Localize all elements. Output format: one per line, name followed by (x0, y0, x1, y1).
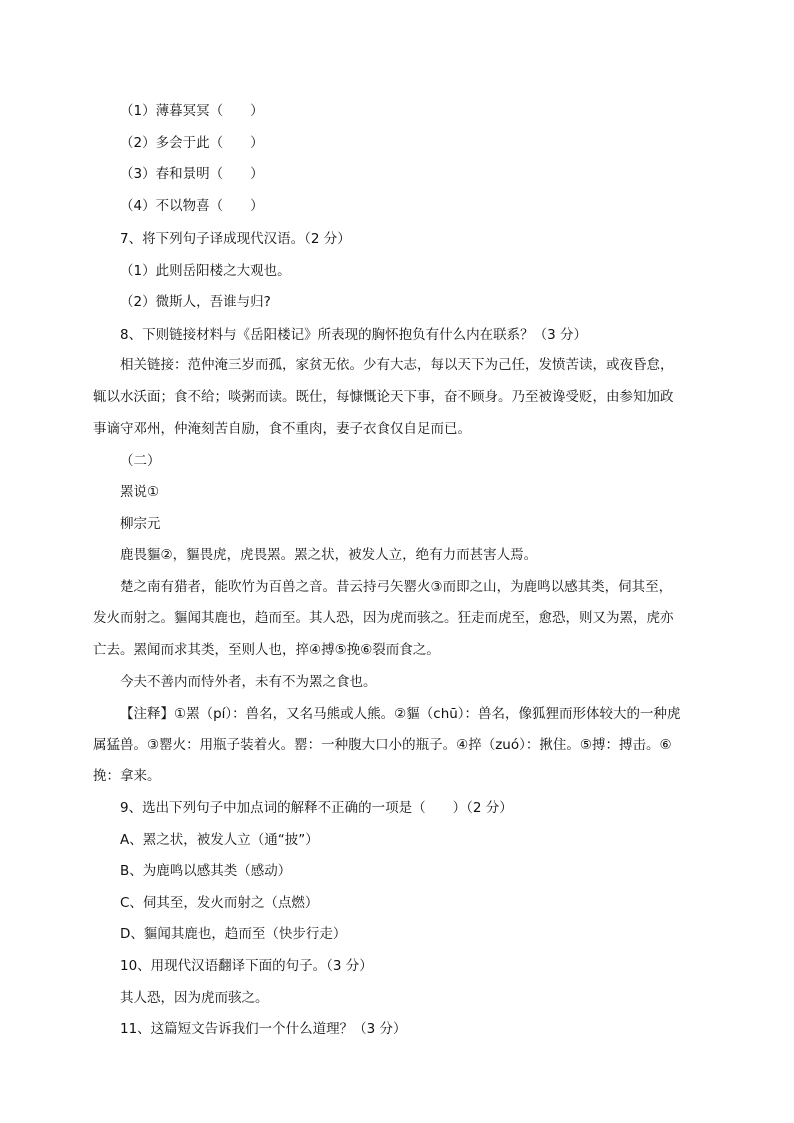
question-11: 11、这篇短文告诉我们一个什么道理？（3 分） (120, 1021, 407, 1037)
notes-line-3: 挽：拿来。 (93, 768, 161, 784)
article-paragraph-3: 今夫不善内而恃外者，未有不为罴之食也。 (120, 674, 377, 690)
answer-item-3: （3）春和景明（ ） (120, 166, 264, 182)
option-b: B、为鹿鸣以感其类（感动） (120, 863, 292, 879)
related-link-line-2: 辄以水沃面；食不给；啖粥而读。既仕，每慷慨论天下事，奋不顾身。乃至被谗受贬，由参知加政 (93, 389, 674, 405)
answer-item-4: （4）不以物喜（ ） (120, 198, 264, 214)
article-paragraph-2-line-2: 发火而射之。貙闻其鹿也，趋而至。其人恐，因为虎而骇之。狂走而虎至，愈恐，则又为罴，虎亦 (93, 610, 674, 626)
question-9: 9、选出下列句子中加点词的解释不正确的一项是（ ）（2 分） (120, 800, 513, 816)
related-link-line-1: 相关链接：范仲淹三岁而孤，家贫无依。少有大志，每以天下为己任，发愤苦读，或夜昏怠， (120, 357, 674, 373)
question-7-sentence-1: （1）此则岳阳楼之大观也。 (120, 263, 291, 279)
article-author: 柳宗元 (120, 516, 161, 532)
article-paragraph-2-line-3: 亡去。罴闻而求其类，至则人也，捽④搏⑤挽⑥裂而食之。 (93, 642, 440, 658)
notes-line-1: 【注释】①罴（pí）：兽名，又名马熊或人熊。②貙（chū）：兽名，像狐狸而形体较大的一种虎 (120, 706, 681, 722)
question-8: 8、下则链接材料与《岳阳楼记》所表现的胸怀抱负有什么内在联系？（3 分） (120, 327, 587, 343)
question-10: 10、用现代汉语翻译下面的句子。（3 分） (120, 958, 373, 974)
answer-item-2: （2）多会于此（ ） (120, 135, 264, 151)
question-7-sentence-2: （2）微斯人，吾谁与归? (120, 294, 271, 310)
section-heading: （二） (120, 453, 161, 469)
option-c: C、伺其至，发火而射之（点燃） (120, 895, 319, 911)
notes-line-2: 属猛兽。③罂火：用瓶子装着火。罂：一种腹大口小的瓶子。④捽（zuó）：揪住。⑤搏：搏击。⑥ (93, 737, 672, 753)
answer-item-1: （1）薄暮冥冥（ ） (120, 103, 264, 119)
article-title: 罴说① (120, 484, 160, 500)
option-a: A、罴之状，被发人立（通“披”） (120, 832, 319, 848)
option-d: D、貙闻其鹿也，趋而至（快步行走） (120, 926, 347, 942)
article-paragraph-2-line-1: 楚之南有猎者，能吹竹为百兽之音。昔云持弓矢罂火③而即之山，为鹿鸣以感其类，伺其至， (120, 579, 673, 595)
question-7: 7、将下列句子译成现代汉语。（2 分） (120, 231, 351, 247)
article-paragraph-1: 鹿畏貙②，貙畏虎，虎畏罴。罴之状，被发人立，绝有力而甚害人焉。 (120, 547, 538, 563)
question-10-sentence: 其人恐，因为虎而骇之。 (120, 990, 269, 1006)
related-link-line-3: 事谪守邓州，仲淹刻苦自励，食不重肉，妻子衣食仅自足而已。 (93, 421, 471, 437)
